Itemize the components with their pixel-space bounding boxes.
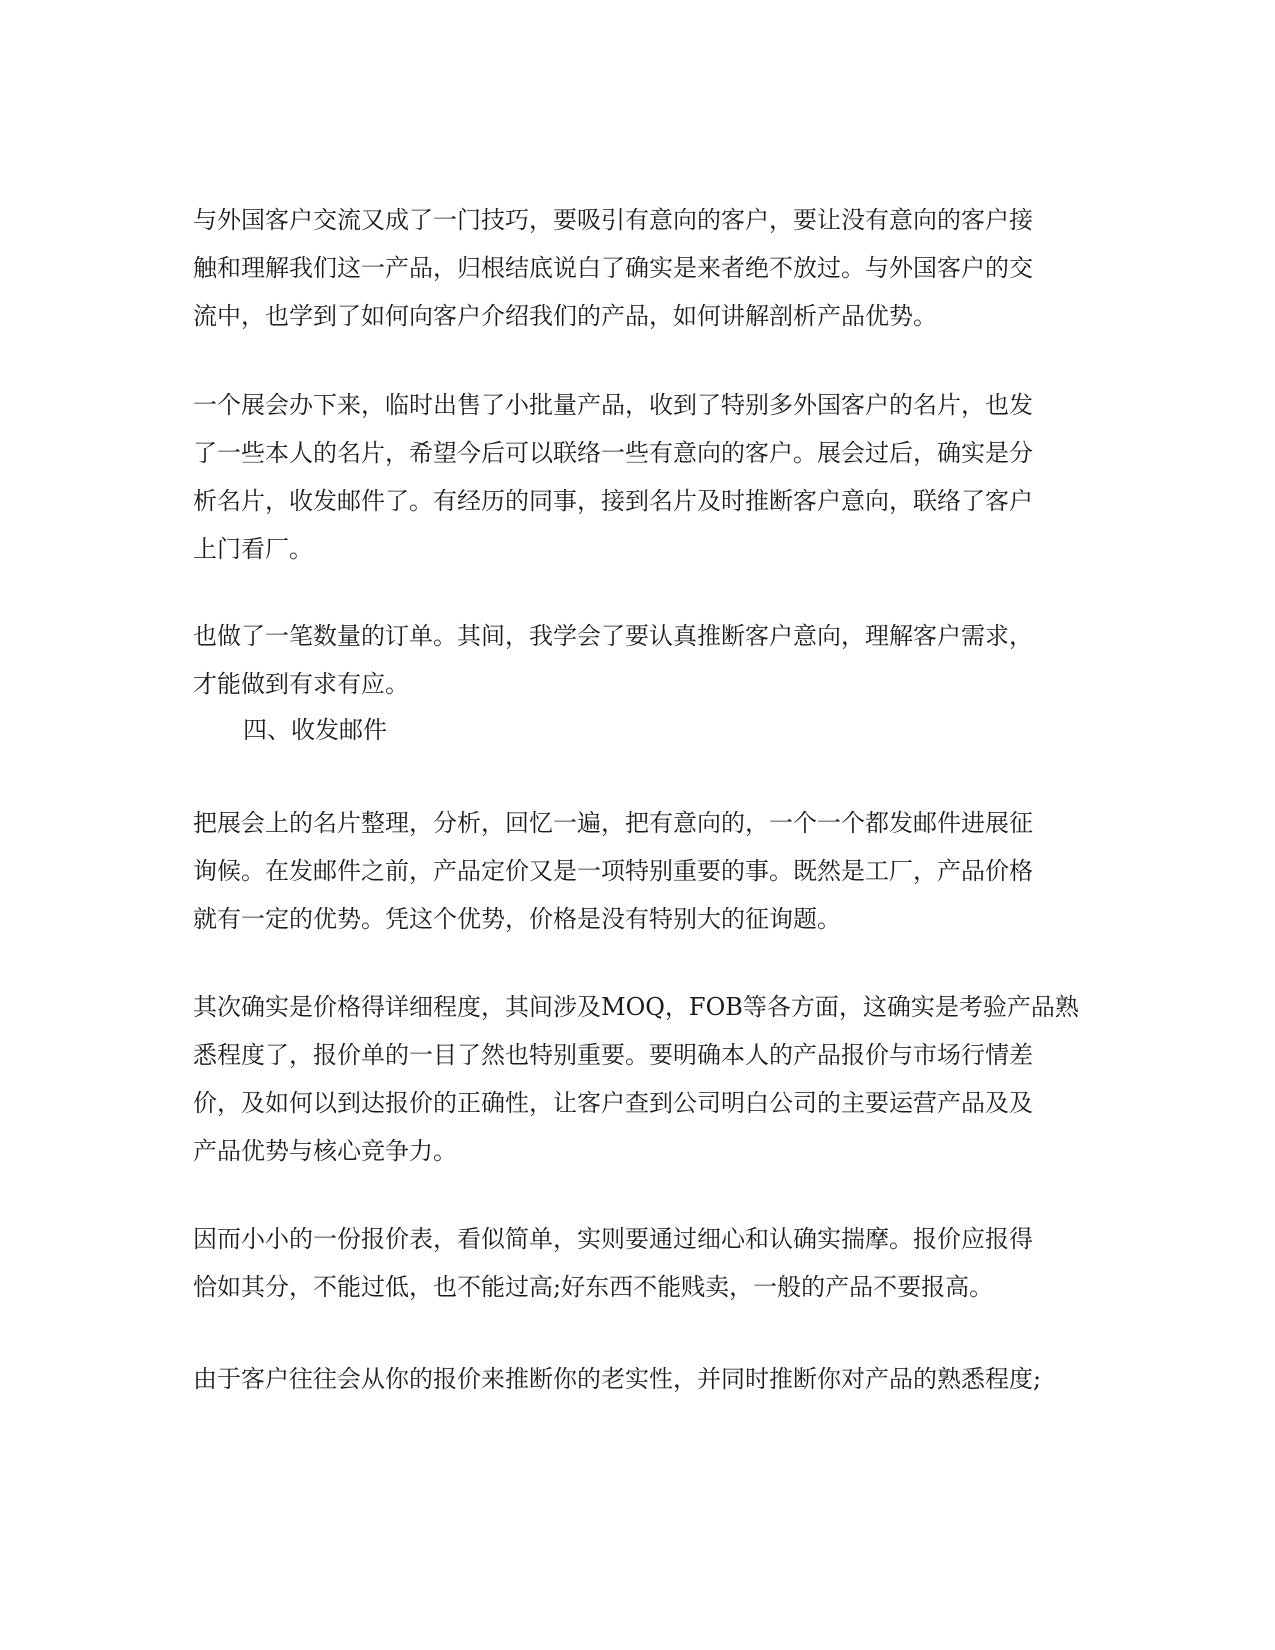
paragraph-quotation [193,1215,1073,1311]
paragraph-line: 产品优势与核心竞争力。 [193,1137,457,1165]
paragraph-exhibition-results [193,381,1073,573]
paragraph-line: 也做了一笔数量的订单。其间，我学会了要认真推断客户意向，理解客户需求， [193,622,1033,650]
paragraph-sending-emails [193,799,1073,943]
paragraph-line: 价，及如何以到达报价的正确性，让客户查到公司明白公司的主要运营产品及及 [193,1089,1033,1117]
paragraph-line: 流中，也学到了如何向客户介绍我们的产品，如何讲解剖析产品优势。 [193,302,937,330]
paragraph-line: 上门看厂。 [193,535,313,563]
paragraph-line: 才能做到有求有应。 [193,670,409,698]
paragraph-line: 就有一定的优势。凭这个优势，价格是没有特别大的征询题。 [193,905,841,933]
section-heading: 四、收发邮件 [243,716,387,744]
paragraph-line: 由于客户往往会从你的报价来推断你的老实性，并同时推断你对产品的熟悉程度; [193,1365,1042,1393]
paragraph-line: 与外国客户交流又成了一门技巧，要吸引有意向的客户，要让没有意向的客户接 [193,206,1033,234]
paragraph-line: 一个展会办下来，临时出售了小批量产品，收到了特别多外国客户的名片，也发 [193,391,1033,419]
paragraph-customer-judgement [193,1355,1073,1403]
paragraph-foreign-client-communication [193,196,1073,340]
paragraph-price-detail [193,983,1079,1175]
paragraph-line: 触和理解我们这一产品，归根结底说白了确实是来者绝不放过。与外国客户的交 [193,254,1033,282]
paragraph-line: 询候。在发邮件之前，产品定价又是一项特别重要的事。既然是工厂，产品价格 [193,857,1033,885]
paragraph-line: 析名片，收发邮件了。有经历的同事，接到名片及时推断客户意向，联络了客户 [193,487,1033,515]
paragraph-line: 恰如其分，不能过低，也不能过高;好东西不能贱卖，一般的产品不要报高。 [193,1273,994,1301]
paragraph-order [193,612,1073,708]
paragraph-line: 其次确实是价格得详细程度，其间涉及MOQ，FOB等各方面，这确实是考验产品熟 [193,993,1079,1021]
paragraph-line: 了一些本人的名片，希望今后可以联络一些有意向的客户。展会过后，确实是分 [193,439,1033,467]
paragraph-line: 悉程度了，报价单的一目了然也特别重要。要明确本人的产品报价与市场行情差 [193,1041,1033,1069]
paragraph-line: 因而小小的一份报价表，看似简单，实则要通过细心和认确实揣摩。报价应报得 [193,1225,1033,1253]
paragraph-line: 把展会上的名片整理，分析，回忆一遍，把有意向的，一个一个都发邮件进展征 [193,809,1033,837]
